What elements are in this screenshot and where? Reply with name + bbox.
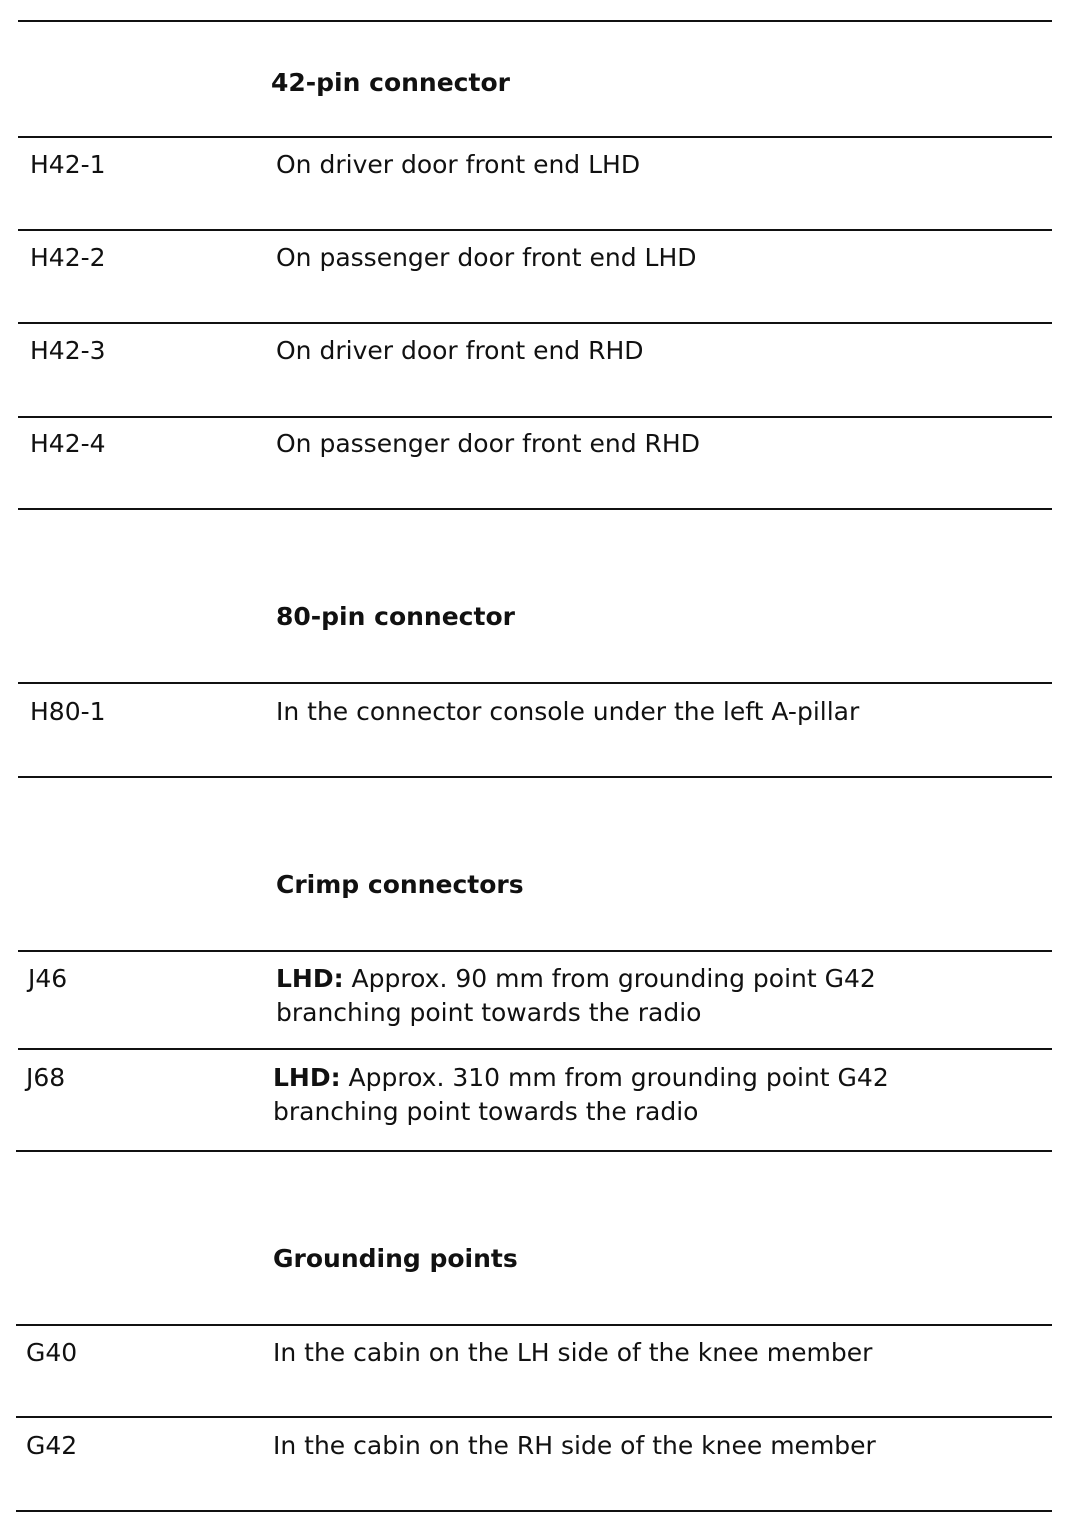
divider [18,136,1052,138]
description-line [273,1061,889,1095]
row-code: H80-1 [30,697,106,726]
divider [16,1416,1052,1418]
divider [18,776,1052,778]
row-code: J46 [28,964,68,993]
divider [18,682,1052,684]
description-text: Approx. 90 mm from grounding point G42 [343,964,876,993]
row-description: On driver door front end RHD [276,336,644,365]
divider [18,508,1052,510]
row-description [276,962,876,1030]
row-description: In the cabin on the RH side of the knee member [273,1431,876,1460]
lhd-prefix: LHD: [273,1063,341,1092]
row-description: In the connector console under the left A-pillar [276,697,860,726]
row-description: On passenger door front end LHD [276,243,697,272]
row-description: On driver door front end LHD [276,150,641,179]
divider [16,1150,1052,1152]
divider [16,1324,1052,1326]
description-line: branching point towards the radio [276,998,702,1027]
divider [18,950,1052,952]
section-title-grounding: Grounding points [273,1244,518,1273]
divider [18,416,1052,418]
row-code: H42-2 [30,243,106,272]
row-code: H42-3 [30,336,106,365]
description-line [276,962,876,996]
section-title-80-pin: 80-pin connector [276,602,515,631]
row-code: H42-4 [30,429,106,458]
divider [18,229,1052,231]
row-description: In the cabin on the LH side of the knee member [273,1338,873,1367]
section-title-42-pin: 42-pin connector [271,68,510,97]
lhd-prefix: LHD: [276,964,344,993]
divider [18,1048,1052,1050]
description-line: branching point towards the radio [273,1097,699,1126]
divider [18,322,1052,324]
section-title-crimp: Crimp connectors [276,870,524,899]
divider [16,1510,1052,1512]
row-code: G40 [26,1338,78,1367]
row-code: G42 [26,1431,78,1460]
row-description: On passenger door front end RHD [276,429,700,458]
description-text: Approx. 310 mm from grounding point G42 [340,1063,889,1092]
row-code: H42-1 [30,150,106,179]
divider [18,20,1052,22]
row-description [273,1061,889,1129]
row-code: J68 [26,1063,66,1092]
